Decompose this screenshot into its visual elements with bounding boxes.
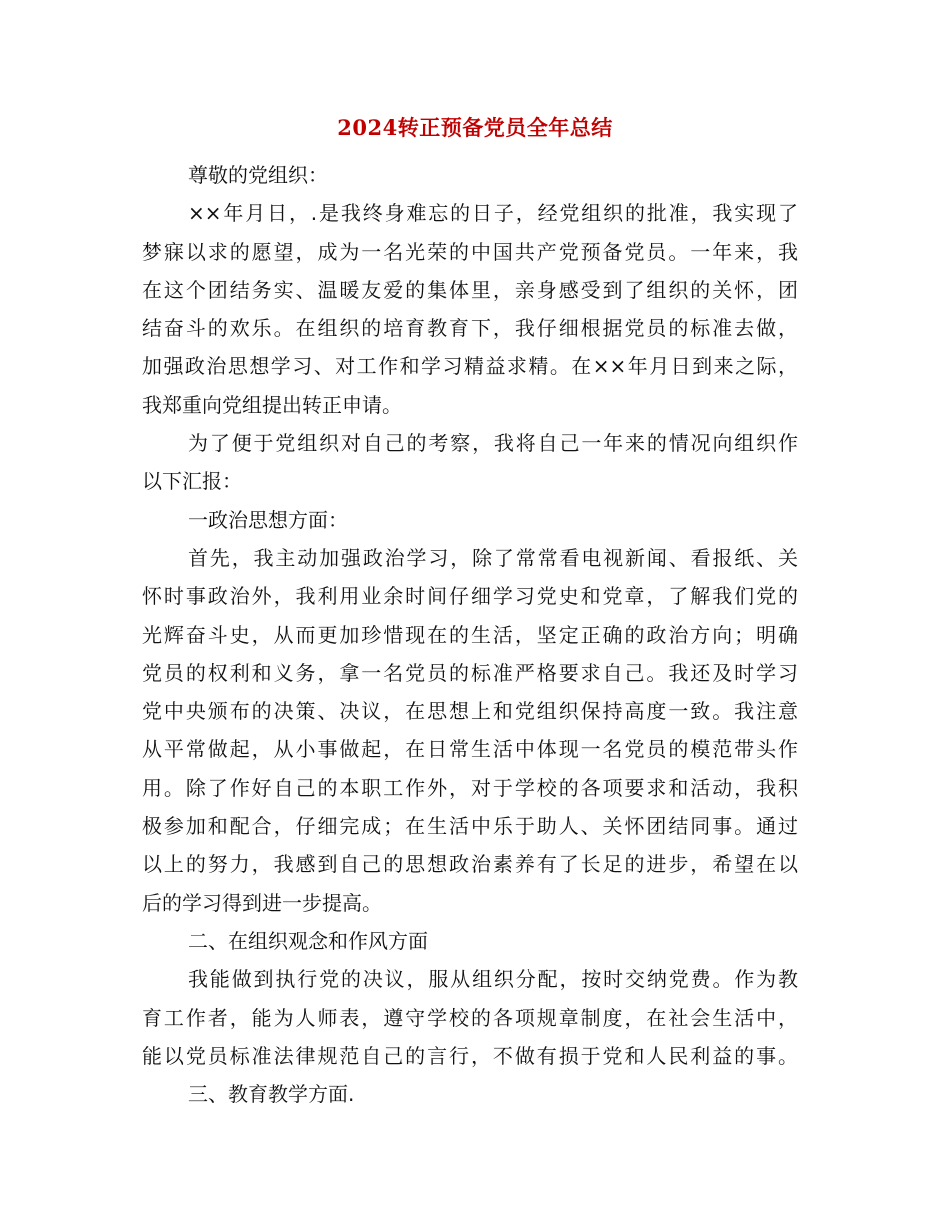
text-line: 梦寐以求的愿望，成为一名光荣的中国共产党预备党员。一年来，我 xyxy=(142,239,798,264)
text-line: 以上的努力，我感到自己的思想政治素养有了长足的进步，希望在以 xyxy=(142,852,798,877)
text-line: 一政治思想方面： xyxy=(188,507,348,532)
text-line: 育工作者，能为人师表，遵守学校的各项规章制度，在社会生活中， xyxy=(142,1005,798,1030)
text-line: 极参加和配合，仔细完成；在生活中乐于助人、关怀团结同事。通过 xyxy=(142,814,798,839)
document-body xyxy=(142,156,798,1113)
text-line: 我能做到执行党的决议，服从组织分配，按时交纳党费。作为教 xyxy=(188,967,798,992)
text-line: 从平常做起，从小事做起，在日常生活中体现一名党员的模范带头作 xyxy=(142,737,798,762)
text-line: 党员的权利和义务，拿一名党员的标准严格要求自己。我还及时学习 xyxy=(142,660,798,685)
text-line: ××年月日，.是我终身难忘的日子，经党组织的批准，我实现了 xyxy=(188,201,798,226)
document-title: 2024转正预备党员全年总结 xyxy=(337,115,613,140)
text-line: 加强政治思想学习、对工作和学习精益求精。在××年月日到来之际， xyxy=(142,354,798,379)
text-line: 为了便于党组织对自己的考察，我将自己一年来的情况向组织作 xyxy=(188,431,798,456)
text-line: 在这个团结务实、温暖友爱的集体里，亲身感受到了组织的关怀，团 xyxy=(142,277,798,302)
text-line: 结奋斗的欢乐。在组织的培育教育下，我仔细根据党员的标准去做， xyxy=(142,316,798,341)
text-line: 我郑重向党组提出转正申请。 xyxy=(142,392,402,417)
text-line: 尊敬的党组织： xyxy=(188,163,328,187)
text-line: 三、教育教学方面. xyxy=(188,1082,355,1107)
text-line: 能以党员标准法律规范自己的言行，不做有损于党和人民利益的事。 xyxy=(142,1043,798,1068)
text-line: 用。除了作好自己的本职工作外，对于学校的各项要求和活动，我积 xyxy=(142,775,798,800)
text-line: 二、在组织观念和作风方面 xyxy=(188,928,428,953)
text-line: 首先，我主动加强政治学习，除了常常看电视新闻、看报纸、关 xyxy=(188,545,798,570)
text-line: 怀时事政治外，我利用业余时间仔细学习党史和党章，了解我们党的 xyxy=(142,584,798,609)
text-line: 党中央颁布的决策、决议，在思想上和党组织保持高度一致。我注意 xyxy=(142,699,798,724)
text-line: 后的学习得到进一步提高。 xyxy=(142,890,382,915)
text-line: 以下汇报： xyxy=(142,469,242,494)
text-line: 光辉奋斗史，从而更加珍惜现在的生活，坚定正确的政治方向；明确 xyxy=(142,622,798,647)
